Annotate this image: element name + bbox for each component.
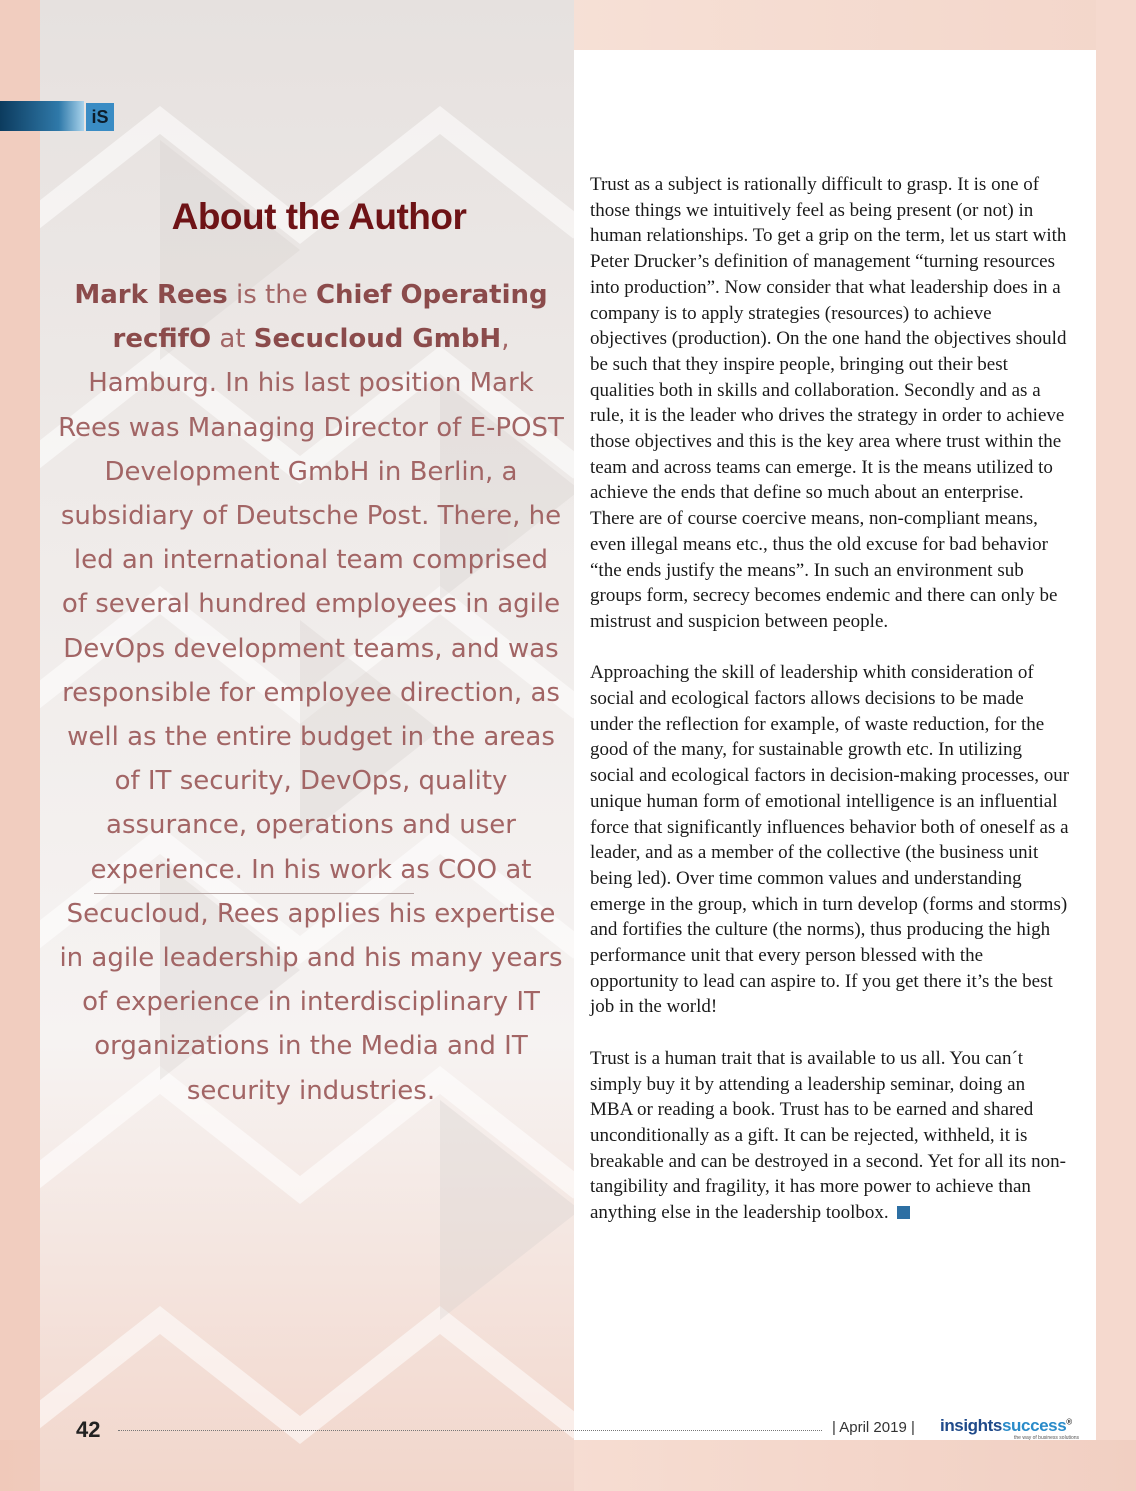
background-right — [1096, 0, 1136, 1491]
author-bio — [58, 273, 564, 1113]
bio-author-name: Mark Rees — [74, 280, 228, 310]
article-paragraph — [590, 660, 1070, 1020]
brand-logo — [940, 1416, 1072, 1436]
article-paragraph — [590, 172, 1070, 635]
page-number: 42 — [76, 1417, 101, 1442]
bio-company: Secucloud GmbH — [253, 324, 502, 355]
article-paragraph-text: Approaching the skill of leadership whith consideration of social and ecological factors allows decisions to be made under the reflection for example, of waste reduction, for the good of the many, for sustainable growth etc. In utilizing social and ecological factors in decision-making processes, our unique human form of emotional intelligence is an influential force that significantly influences behavior both of oneself as a leader, and as a member of the collective (the business unit being led). Over time common values and understanding emerge in the group, which in turn develop (forms and storms) and fortifies the culture (the norms), thus producing the high performance unit that every person blessed with the opportunity to lead can aspire to. If you get there it’s the best job in the world! — [590, 662, 1070, 1018]
divider-line — [94, 893, 414, 894]
registered-mark: ® — [1066, 1417, 1072, 1427]
issue-date: | April 2019 | — [832, 1419, 915, 1436]
about-author-title: About the Author — [171, 196, 467, 237]
article-body — [590, 172, 1070, 1251]
footer-dotted-rule — [118, 1430, 822, 1431]
end-mark-icon — [897, 1206, 910, 1219]
brand-logo-part2: success — [1001, 1416, 1067, 1435]
bio-text-segment: at — [211, 324, 254, 355]
brand-tagline: the way of business solutions — [1014, 1435, 1080, 1441]
background-left — [0, 0, 40, 1491]
bio-text-segment: , Hamburg. In his last position Mark Rees was Managing Director of E-POST Development GmbH in Berlin, a subsidiary of Deutsche Post. There, he led an international team comprised of several hundred employees in agile DevOps development teams, and was responsible for employee direction, as well as the entire budget in the areas of IT security, DevOps, quality assurance, operations and user experience. In his work as COO at Secucloud, Rees applies his expertise in agile leadership and his many years of experience in interdisciplinary IT organizations in the Media and IT security industries. — [58, 324, 564, 1106]
article-paragraph-text: Trust as a subject is rationally difficult to grasp. It is one of those things we intuitively feel as being present (or not) in human relationships. To get a grip on the term, let us start with Peter Drucker’s definition of management “turning resources into production”. Now consider that what leadership does in a company is to apply strategies (resources) to achieve objectives (production). On the one hand the objectives should be such that they inspire people, bringing out their best qualities both in skills and collaboration. Secondly and as a rule, it is the leader who drives the strategy in order to achieve those objectives and this is the key area where trust within the team and across teams can emerge. It is the means utilized to achieve the ends that define so much about an enterprise. There are of course coercive means, non-compliant means, even illegal means etc., thus the old excuse for bad behavior “the ends justify the means”. In such an environment sub groups form, secrecy becomes endemic and there can only be mistrust and suspicion between people. — [590, 174, 1067, 632]
brand-logo-part1: insights — [940, 1416, 1002, 1435]
article-paragraph — [590, 1046, 1070, 1226]
article-paragraph-text: Trust is a human trait that is available to us all. You can´t simply buy it by attending a leadership seminar, doing an MBA or reading a book. Trust has to be earned and shared unconditionally as a gift. It can be rejected, withheld, it is breakable and can be destroyed in a second. Yet for all its non-tangibility and fragility, it has more power to achieve than anything else in the leadership toolbox. — [590, 1047, 1066, 1224]
magazine-logo-icon: iS — [86, 103, 114, 131]
bio-author-role: Chief Operating recfifO — [112, 280, 548, 355]
header-tab-bar — [0, 101, 84, 131]
bio-text-segment: is the — [227, 280, 316, 310]
